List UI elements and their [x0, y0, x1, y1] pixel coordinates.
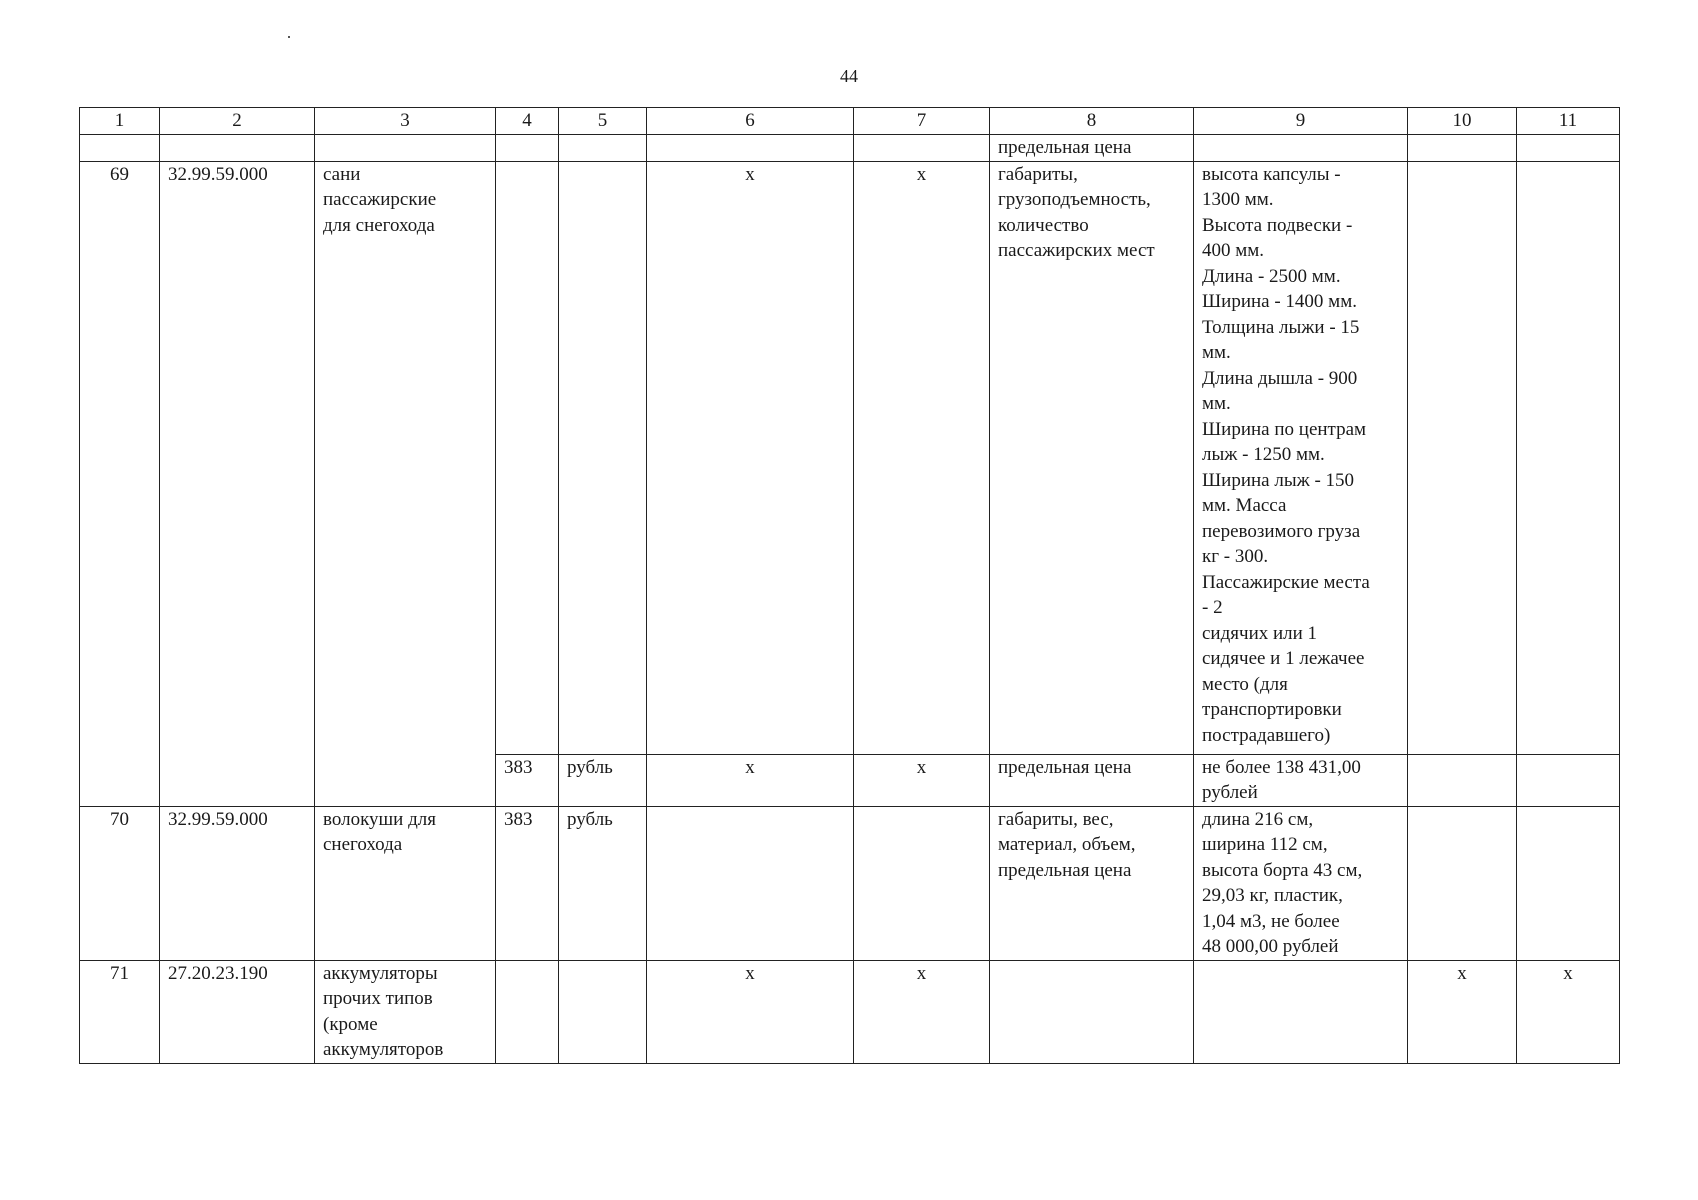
header-cell: 10	[1408, 108, 1517, 135]
characteristic-value: высота капсулы - 1300 мм. Высота подвески - 400 мм. Длина - 2500 мм. Ширина - 1400 мм. Толщина лыжи - 15 мм. Длина дышла - 900 мм. Ширина по центрам лыж - 1250 мм. Ширина лыж - 150 мм. Масса перевозимого груза кг - 300. Пассажирские места - 2 сидячих или 1 сидячее и 1 лежачее место (для транспортировки пострадавшего)	[1194, 161, 1408, 754]
mark-cell: х	[1517, 960, 1620, 1063]
product-name: аккумуляторы прочих типов (кроме аккумуляторов	[315, 960, 496, 1063]
okpd2-code: 32.99.59.000	[160, 806, 315, 960]
mark-cell: х	[1408, 960, 1517, 1063]
scan-speck	[288, 36, 290, 38]
continuation-characteristic: предельная цена	[990, 134, 1194, 161]
characteristic-name: предельная цена	[990, 754, 1194, 806]
unit-name: рубль	[559, 754, 647, 806]
row-number: 69	[80, 161, 160, 806]
mark-cell: х	[854, 960, 990, 1063]
table-row-69	[80, 161, 1620, 754]
header-cell: 4	[496, 108, 559, 135]
table-row-70	[80, 806, 1620, 960]
product-name: сани пассажирские для снегохода	[315, 161, 496, 806]
row-number: 71	[80, 960, 160, 1063]
mark-cell: х	[647, 754, 854, 806]
mark-cell: х	[647, 960, 854, 1063]
table-row-71	[80, 960, 1620, 1063]
characteristic-value: длина 216 см, ширина 112 см, высота борта 43 см, 29,03 кг, пластик, 1,04 м3, не более 48 000,00 рублей	[1194, 806, 1408, 960]
header-cell: 9	[1194, 108, 1408, 135]
header-cell: 1	[80, 108, 160, 135]
header-cell: 11	[1517, 108, 1620, 135]
unit-name: рубль	[559, 806, 647, 960]
okpd2-code: 27.20.23.190	[160, 960, 315, 1063]
mark-cell: х	[854, 161, 990, 754]
header-cell: 7	[854, 108, 990, 135]
page-number: 44	[840, 66, 858, 86]
header-cell: 6	[647, 108, 854, 135]
characteristic-value: не более 138 431,00 рублей	[1194, 754, 1408, 806]
mark-cell: х	[647, 161, 854, 754]
continuation-row	[80, 134, 1620, 161]
header-cell: 8	[990, 108, 1194, 135]
header-cell: 3	[315, 108, 496, 135]
characteristic-name: габариты, вес, материал, объем, предельная цена	[990, 806, 1194, 960]
mark-cell: х	[854, 754, 990, 806]
specification-table	[79, 107, 1620, 1064]
characteristic-name: габариты, грузоподъемность, количество пассажирских мест	[990, 161, 1194, 754]
header-cell: 5	[559, 108, 647, 135]
row-number: 70	[80, 806, 160, 960]
header-cell: 2	[160, 108, 315, 135]
product-name: волокуши для снегохода	[315, 806, 496, 960]
okei-code: 383	[496, 806, 559, 960]
okpd2-code: 32.99.59.000	[160, 161, 315, 806]
okei-code: 383	[496, 754, 559, 806]
column-number-header	[80, 108, 1620, 135]
